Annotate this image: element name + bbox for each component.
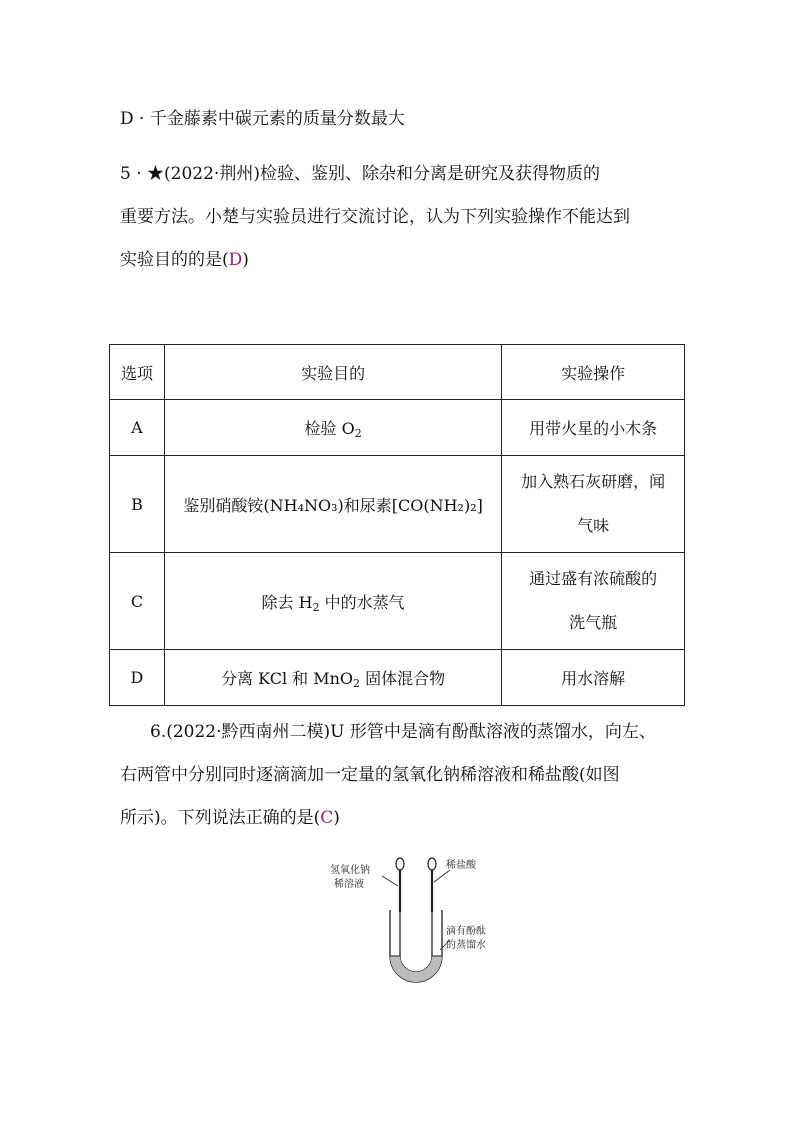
purpose-text: 检验 O — [304, 419, 355, 438]
table-row — [110, 456, 685, 553]
option-cell: D — [110, 650, 165, 706]
header-option: 选项 — [110, 345, 165, 400]
purpose-text: 除去 H — [261, 592, 313, 612]
q5-line-1: 5 · ★(2022·荆州)检验、鉴别、除杂和分离是研究及获得物质的 — [120, 164, 600, 184]
q5-close-paren: ) — [242, 250, 249, 270]
header-operation: 实验操作 — [502, 345, 685, 400]
operation-cell — [502, 456, 685, 553]
option-cell: A — [110, 400, 165, 456]
purpose-cell — [164, 553, 501, 650]
q5-answer: D — [228, 250, 243, 270]
u-tube-icon — [390, 910, 442, 982]
q4-option-d: D · 千金藤素中碳元素的质量分数最大 — [120, 109, 405, 129]
option-cell: C — [110, 553, 165, 650]
operation-cell — [502, 553, 685, 650]
subscript: 2 — [354, 427, 362, 440]
table-row — [110, 553, 685, 650]
subscript: 2 — [312, 600, 320, 614]
q5-line-3 — [120, 245, 249, 270]
left-dropper-icon — [396, 858, 404, 912]
header-purpose: 实验目的 — [164, 345, 501, 400]
q6-line-2: 右两管中分别同时逐滴滴加一定量的氢氧化钠稀溶液和稀盐酸(如图 — [120, 765, 620, 785]
q6-answer: C — [320, 808, 334, 828]
subscript: 2 — [353, 677, 361, 690]
u-tube-figure — [328, 848, 498, 988]
option-cell: B — [110, 456, 165, 553]
label-hcl: 稀盐酸 — [446, 860, 476, 871]
label-naoh-solution: 稀溶液 — [334, 879, 364, 890]
operation-line: 洗气瓶 — [569, 613, 618, 632]
q5-line-2: 重要方法。小楚与实验员进行交流讨论，认为下列实验操作不能达到 — [120, 207, 630, 227]
q6-line-3 — [120, 803, 340, 828]
q6-line-1: 6.(2022·黔西南州二模)U 形管中是滴有酚酞溶液的蒸馏水，向左、 — [150, 722, 656, 742]
q6-close-paren: ) — [333, 808, 340, 828]
table-row — [110, 400, 685, 456]
operation-line: 加入熟石灰研磨，闻 — [521, 472, 666, 491]
operation-line: 气味 — [577, 516, 610, 535]
table-row — [110, 650, 685, 706]
purpose-cell — [164, 400, 501, 456]
table-header-row — [110, 345, 685, 400]
label-water-2: 的蒸馏水 — [446, 940, 486, 951]
experiment-table — [109, 344, 685, 706]
purpose-text: 固体混合物 — [360, 669, 446, 688]
right-dropper-icon — [428, 858, 436, 912]
operation-line: 通过盛有浓硫酸的 — [529, 569, 658, 588]
leader-line — [434, 870, 450, 882]
purpose-text: 分离 KCl 和 MnO — [221, 669, 354, 688]
label-water-1: 滴有酚酞 — [446, 926, 486, 937]
purpose-text: 中的水蒸气 — [319, 592, 405, 612]
operation-cell: 用带火星的小木条 — [502, 400, 685, 456]
q6-stem-end: 所示)。下列说法正确的是( — [120, 808, 321, 828]
operation-cell: 用水溶解 — [502, 650, 685, 706]
purpose-cell — [164, 650, 501, 706]
purpose-cell: 鉴别硝酸铵(NH₄NO₃)和尿素[CO(NH₂)₂] — [164, 456, 501, 553]
leader-line — [382, 876, 398, 886]
q5-stem-end: 实验目的的是( — [120, 250, 229, 270]
label-naoh: 氢氧化钠 — [330, 865, 370, 876]
